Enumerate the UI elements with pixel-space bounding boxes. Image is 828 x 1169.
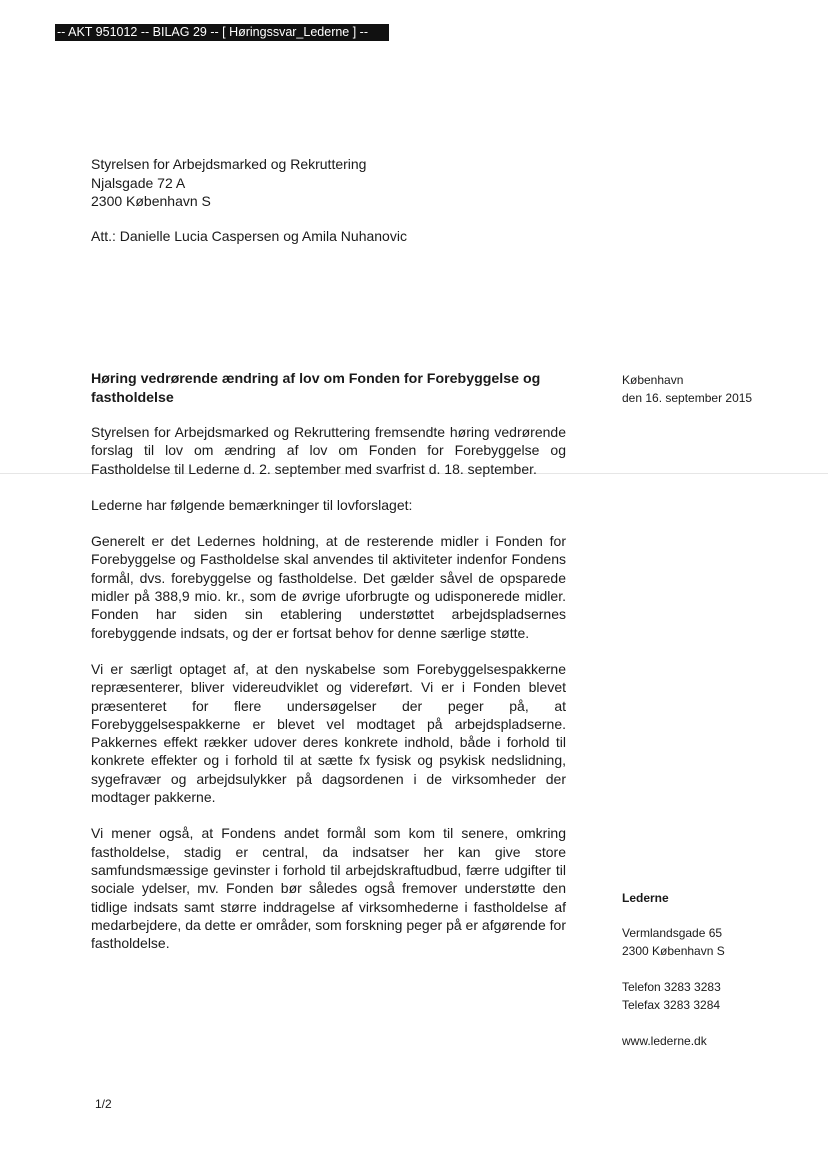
letter-body (91, 423, 566, 970)
date-block (622, 371, 752, 407)
body-paragraph: Lederne har følgende bemærkninger til lovforslaget: (91, 496, 413, 513)
body-paragraph: Vi er særligt optaget af, at den nyskabelse som Forebyggelsespakkerne repræsenterer, bliver videreudviklet og videreført. Vi er i Fonden blevet præsenteret for flere undersøgelser der peger på, at Forebyggelsespakkerne er blevet vel modtaget på arbejdspladserne. Pakkernes effekt rækker udover deres konkrete indhold, både i forhold til konkrete effekter og i forhold til at sætte fx fysisk og psykisk nedslidning, sygefravær og arbejdsulykker på dagsordenen i de virksomheder der modtager pakkerne. (91, 660, 566, 806)
body-paragraph: Vi mener også, at Fondens andet formål som kom til senere, omkring fastholdelse, stadig er central, da indsatser her kan give store samfundsmæssige gevinster i forhold til arbejdskraftudbud, færre udgifter til sociale ydelser, mv. Fonden bør således også fremover understøtte den tidlige indsats samt større inddragelse af virksomhederne i fastholdelse af medarbejdere, da dette er områder, som forskning peger på er afgørende for fastholdelse. (91, 825, 566, 952)
attention-line: Att.: Danielle Lucia Caspersen og Amila Nuhanovic (91, 228, 407, 244)
sender-website: www.lederne.dk (622, 1034, 707, 1048)
body-paragraph: Generelt er det Ledernes holdning, at de resterende midler i Fonden for Forebyggelse og Fastholdelse skal anvendes til aktiviteter indenfor Fondens formål, dvs. forebyggelse og fastholdelse. Det gælder såvel de opsparede midler på 388,9 mio. kr., som de øvrige uforbrugte og udisponerede midler. Fonden har siden sin etablering understøttet arbejdspladsernes forebyggende indsats, og der er fortsat behov for denne særlige støtte. (91, 533, 566, 641)
sender-info (622, 889, 725, 1050)
sender-address (622, 924, 725, 960)
recipient-address (91, 155, 366, 211)
recipient-name: Styrelsen for Arbejdsmarked og Rekruttering (91, 156, 367, 172)
sender-contact (622, 978, 725, 1014)
sender-fax: Telefax 3283 3284 (622, 998, 721, 1012)
letter-subject: Høring vedrørende ændring af lov om Fonden for Forebyggelse og fastholdelse (91, 371, 541, 406)
sender-city: 2300 København S (622, 944, 725, 958)
page-number: 1/2 (95, 1097, 112, 1111)
sender-street: Vermlandsgade 65 (622, 926, 723, 940)
recipient-city: 2300 København S (91, 193, 211, 209)
sender-phone: Telefon 3283 3283 (622, 980, 721, 994)
date-city: København (622, 373, 684, 387)
recipient-street: Njalsgade 72 A (91, 174, 186, 191)
sender-org: Lederne (622, 891, 669, 905)
body-paragraph: Styrelsen for Arbejdsmarked og Rekruttering fremsendte høring vedrørende forslag til lov om ændring af lov om Fonden for Forebyggelse og Fastholdelse til Lederne d. 2. september med svarfrist d. 18. september. (91, 424, 566, 477)
letter-date: den 16. september 2015 (622, 391, 753, 405)
archive-stamp: -- AKT 951012 -- BILAG 29 -- [ Høringssvar_Lederne ] -- (55, 24, 389, 41)
